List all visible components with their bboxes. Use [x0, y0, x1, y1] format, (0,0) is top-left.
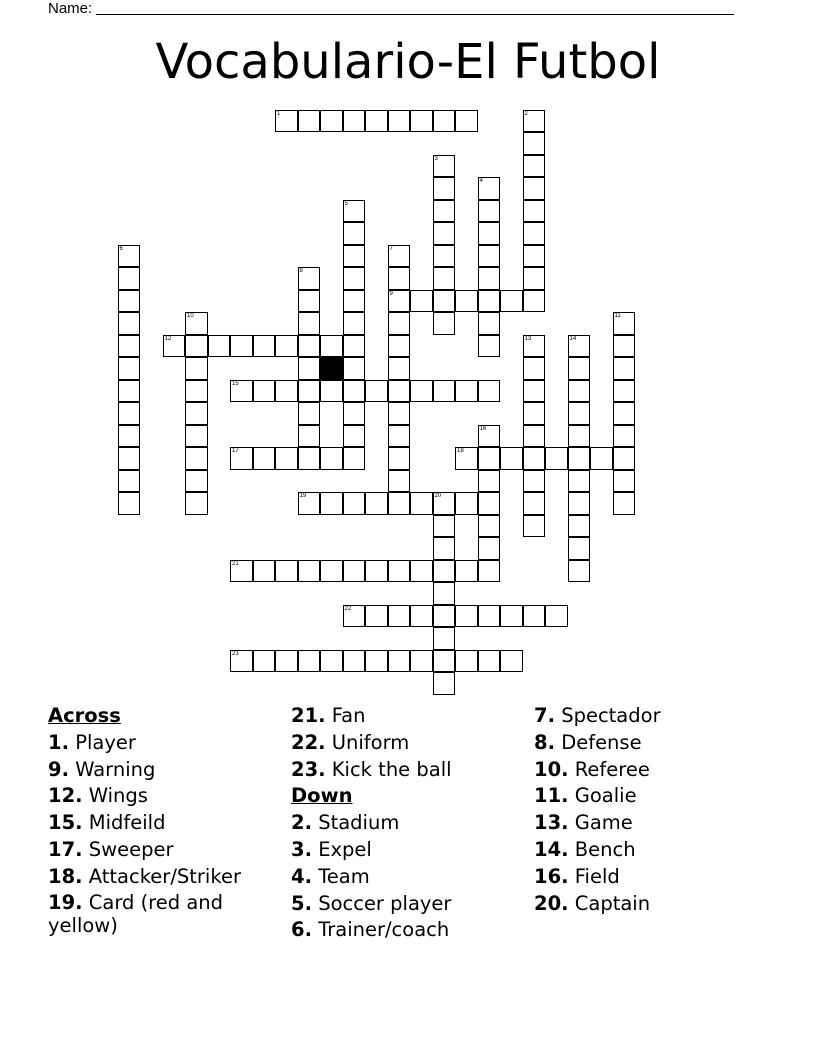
cell-number: 19: [299, 493, 307, 499]
grid-cell[interactable]: [320, 110, 343, 133]
grid-cell[interactable]: [230, 447, 253, 470]
clue-item: [534, 837, 764, 864]
grid-cell[interactable]: [343, 312, 366, 335]
grid-cell[interactable]: [478, 425, 501, 448]
grid-cell[interactable]: [388, 402, 411, 425]
clue-item: [291, 891, 521, 918]
grid-cell[interactable]: [478, 470, 501, 493]
clue-text: Spectador: [561, 704, 661, 727]
grid-cell[interactable]: [478, 605, 501, 628]
grid-cell[interactable]: [298, 650, 321, 673]
grid-cell[interactable]: [230, 380, 253, 403]
cell-number: 5: [344, 200, 348, 207]
clue-number: 1.: [48, 730, 69, 754]
clue-item: [291, 810, 521, 837]
clue-text: Wings: [88, 784, 148, 808]
clue-text: Bench: [574, 837, 636, 861]
grid-cell[interactable]: [118, 245, 141, 268]
grid-cell[interactable]: [478, 537, 501, 560]
grid-cell[interactable]: [478, 290, 501, 313]
grid-cell[interactable]: [478, 222, 501, 245]
grid-cell[interactable]: [298, 380, 321, 403]
cell-number: 16: [479, 425, 487, 432]
grid-cell[interactable]: [118, 492, 141, 515]
grid-cell[interactable]: [410, 492, 433, 515]
grid-cell[interactable]: [298, 290, 321, 313]
clue-item: [48, 837, 278, 864]
clue-number: 10.: [534, 757, 569, 781]
clue-text: Soccer player: [318, 891, 452, 915]
grid-cell[interactable]: [275, 110, 298, 133]
grid-cell[interactable]: [433, 627, 456, 650]
grid-cell[interactable]: [253, 335, 276, 358]
clue-item: [534, 703, 764, 730]
clue-number: 7.: [534, 704, 555, 727]
grid-cell[interactable]: [253, 380, 276, 403]
grid-cell[interactable]: [410, 110, 433, 133]
grid-cell[interactable]: [545, 605, 568, 628]
grid-cell[interactable]: [343, 335, 366, 358]
cell-number: 14: [569, 335, 577, 342]
clue-number: 16.: [534, 864, 569, 888]
grid-cell[interactable]: [433, 200, 456, 223]
grid-cell[interactable]: [433, 177, 456, 200]
cell-number: 7: [389, 245, 393, 252]
grid-cell[interactable]: [343, 650, 366, 673]
clue-number: 8.: [534, 730, 555, 754]
grid-cell[interactable]: [298, 402, 321, 425]
clue-text: Expel: [318, 837, 372, 861]
clue-item: [48, 783, 278, 810]
clue-number: 3.: [291, 837, 312, 861]
grid-cell[interactable]: [478, 312, 501, 335]
grid-cell[interactable]: [388, 357, 411, 380]
grid-cell[interactable]: [613, 335, 636, 358]
cell-number: 9: [389, 290, 393, 297]
grid-cell[interactable]: [253, 560, 276, 583]
grid-cell[interactable]: [185, 357, 208, 380]
grid-cell[interactable]: [613, 470, 636, 493]
clue-text: Attacker/Striker: [88, 864, 241, 888]
grid-cell[interactable]: [613, 312, 636, 335]
grid-cell[interactable]: [343, 222, 366, 245]
clue-item: [48, 730, 278, 757]
clue-item: [291, 917, 521, 944]
grid-cell[interactable]: [523, 357, 546, 380]
grid-cell[interactable]: [388, 650, 411, 673]
clue-text: Game: [574, 811, 633, 835]
grid-cell[interactable]: [433, 672, 456, 695]
grid-cell[interactable]: [275, 335, 298, 358]
clue-number: 23.: [291, 757, 326, 781]
grid-cell[interactable]: [320, 447, 343, 470]
grid-cell[interactable]: [388, 380, 411, 403]
grid-cell[interactable]: [433, 222, 456, 245]
clue-item: [48, 864, 278, 891]
clue-text: Field: [574, 864, 620, 888]
grid-cell[interactable]: [343, 560, 366, 583]
clue-number: 9.: [48, 757, 69, 781]
cell-number: 4: [479, 178, 483, 184]
grid-cell[interactable]: [118, 447, 141, 470]
grid-cell[interactable]: [343, 380, 366, 403]
clue-item: [534, 783, 764, 810]
grid-cell[interactable]: [388, 110, 411, 133]
grid-cell[interactable]: [320, 335, 343, 358]
grid-cell[interactable]: [185, 335, 208, 358]
clue-item: [48, 891, 278, 937]
clue-text: Midfeild: [88, 811, 166, 835]
grid-cell[interactable]: [118, 267, 141, 290]
grid-cell[interactable]: [230, 650, 253, 673]
cell-number: 6: [119, 245, 123, 252]
clue-column-2: [291, 703, 521, 944]
cell-number: 12: [164, 335, 172, 342]
clue-item: [291, 864, 521, 891]
grid-cell[interactable]: [523, 335, 546, 358]
grid-cell[interactable]: [388, 245, 411, 268]
grid-cell[interactable]: [343, 245, 366, 268]
clue-text: Uniform: [331, 730, 410, 754]
cell-number: 23: [232, 650, 239, 657]
grid-cell[interactable]: [478, 650, 501, 673]
grid-cell[interactable]: [433, 267, 456, 290]
grid-cell[interactable]: [388, 470, 411, 493]
clue-number: 18.: [48, 864, 83, 888]
grid-cell[interactable]: [410, 380, 433, 403]
grid-cell[interactable]: [433, 492, 456, 515]
clue-text: Referee: [574, 757, 650, 781]
grid-cell[interactable]: [185, 380, 208, 403]
clue-item: [48, 757, 278, 784]
clue-text: Defense: [561, 730, 642, 754]
grid-cell[interactable]: [523, 177, 546, 200]
clue-text: Goalie: [574, 784, 637, 808]
grid-cell[interactable]: [523, 110, 546, 133]
cell-number: 3: [434, 155, 438, 162]
grid-cell[interactable]: [208, 335, 231, 358]
clue-text: Kick the ball: [331, 757, 452, 781]
grid-cell[interactable]: [320, 380, 343, 403]
grid-cell[interactable]: [523, 605, 546, 628]
down-heading: Down: [291, 784, 353, 808]
grid-cell[interactable]: [343, 447, 366, 470]
grid-cell[interactable]: [118, 312, 141, 335]
clue-number: 15.: [48, 811, 83, 835]
grid-cell[interactable]: [455, 560, 478, 583]
grid-cell[interactable]: [118, 335, 141, 358]
grid-cell[interactable]: [523, 470, 546, 493]
grid-cell[interactable]: [185, 492, 208, 515]
grid-cell[interactable]: [365, 110, 388, 133]
grid-cell[interactable]: [185, 402, 208, 425]
grid-cell[interactable]: [433, 537, 456, 560]
across-heading: Across: [48, 704, 121, 727]
grid-cell[interactable]: [253, 650, 276, 673]
grid-cell[interactable]: [298, 267, 321, 290]
grid-cell[interactable]: [298, 560, 321, 583]
grid-cell[interactable]: [478, 380, 501, 403]
cell-number: 17: [232, 448, 239, 454]
grid-cell[interactable]: [545, 447, 568, 470]
cell-number: 20: [434, 493, 442, 499]
grid-cell[interactable]: [365, 560, 388, 583]
grid-cell[interactable]: [365, 605, 388, 628]
cell-number: 2: [524, 110, 528, 117]
grid-cell[interactable]: [320, 492, 343, 515]
grid-cell[interactable]: [478, 267, 501, 290]
clue-number: 5.: [291, 891, 312, 915]
grid-cell[interactable]: [388, 560, 411, 583]
grid-cell[interactable]: [613, 380, 636, 403]
grid-cell[interactable]: [568, 425, 591, 448]
grid-cell[interactable]: [523, 290, 546, 313]
grid-cell[interactable]: [388, 335, 411, 358]
clue-number: 19.: [48, 890, 83, 914]
cell-number: 11: [614, 313, 621, 319]
grid-cell[interactable]: [455, 605, 478, 628]
grid-cell[interactable]: [568, 447, 591, 470]
clue-number: 13.: [534, 811, 569, 835]
grid-cell[interactable]: [185, 470, 208, 493]
grid-cell[interactable]: [298, 110, 321, 133]
grid-cell[interactable]: [433, 312, 456, 335]
grid-cell[interactable]: [568, 470, 591, 493]
grid-cell[interactable]: [433, 110, 456, 133]
grid-cell[interactable]: [500, 650, 523, 673]
clue-text: Captain: [574, 891, 651, 915]
grid-cell[interactable]: [163, 335, 186, 358]
grid-cell[interactable]: [523, 380, 546, 403]
grid-cell[interactable]: [433, 380, 456, 403]
grid-cell[interactable]: [343, 290, 366, 313]
grid-cell[interactable]: [410, 560, 433, 583]
grid-cell[interactable]: [478, 515, 501, 538]
cell-number: 21: [232, 560, 239, 567]
clue-number: 21.: [291, 704, 326, 727]
grid-cell[interactable]: [523, 245, 546, 268]
clue-item: [291, 730, 521, 757]
grid-cell[interactable]: [523, 267, 546, 290]
grid-cell[interactable]: [343, 492, 366, 515]
grid-cell[interactable]: [433, 650, 456, 673]
grid-cell[interactable]: [388, 290, 411, 313]
clue-text: Trainer/coach: [318, 918, 450, 942]
clue-number: 12.: [48, 784, 83, 808]
grid-cell[interactable]: [455, 380, 478, 403]
grid-cell[interactable]: [118, 290, 141, 313]
grid-cell[interactable]: [455, 290, 478, 313]
grid-cell[interactable]: [433, 290, 456, 313]
grid-cell[interactable]: [365, 650, 388, 673]
grid-cell[interactable]: [568, 515, 591, 538]
grid-cell[interactable]: [523, 425, 546, 448]
grid-cell[interactable]: [365, 492, 388, 515]
grid-cell[interactable]: [388, 447, 411, 470]
grid-cell[interactable]: [500, 605, 523, 628]
grid-cell[interactable]: [298, 335, 321, 358]
grid-cell[interactable]: [568, 402, 591, 425]
grid-cell[interactable]: [523, 515, 546, 538]
grid-cell[interactable]: [343, 425, 366, 448]
clue-item: [534, 864, 764, 891]
grid-cell[interactable]: [320, 560, 343, 583]
grid-cell[interactable]: [613, 425, 636, 448]
clue-item: [291, 837, 521, 864]
grid-cell[interactable]: [298, 492, 321, 515]
grid-cell[interactable]: [118, 470, 141, 493]
grid-cell[interactable]: [298, 357, 321, 380]
clue-text: Stadium: [318, 811, 400, 835]
clue-item: [534, 730, 764, 757]
clue-number: 11.: [534, 784, 569, 808]
cell-number: 15: [232, 380, 239, 387]
clue-number: 4.: [291, 864, 312, 888]
grid-cell[interactable]: [568, 492, 591, 515]
grid-cell[interactable]: [343, 357, 366, 380]
clue-number: 2.: [291, 811, 312, 835]
grid-cell[interactable]: [433, 560, 456, 583]
grid-cell[interactable]: [568, 380, 591, 403]
grid-cell[interactable]: [388, 267, 411, 290]
clue-text: Player: [75, 730, 136, 754]
grid-cell[interactable]: [185, 447, 208, 470]
grid-cell[interactable]: [478, 200, 501, 223]
grid-cell[interactable]: [185, 425, 208, 448]
grid-cell[interactable]: [343, 267, 366, 290]
grid-cell[interactable]: [478, 335, 501, 358]
grid-cell[interactable]: [523, 492, 546, 515]
grid-cell[interactable]: [613, 402, 636, 425]
grid-cell[interactable]: [275, 650, 298, 673]
grid-cell[interactable]: [275, 560, 298, 583]
grid-cell[interactable]: [455, 447, 478, 470]
filled-cell: [320, 357, 343, 380]
grid-cell[interactable]: [568, 560, 591, 583]
grid-cell[interactable]: [230, 560, 253, 583]
clue-number: 17.: [48, 837, 83, 861]
grid-cell[interactable]: [118, 402, 141, 425]
grid-cell[interactable]: [500, 290, 523, 313]
grid-cell[interactable]: [230, 335, 253, 358]
grid-cell[interactable]: [523, 155, 546, 178]
clue-item: [534, 757, 764, 784]
clue-number: 14.: [534, 837, 569, 861]
grid-cell[interactable]: [388, 425, 411, 448]
grid-cell[interactable]: [410, 650, 433, 673]
clue-item: [48, 810, 278, 837]
name-label: Name:: [48, 0, 93, 17]
grid-cell[interactable]: [388, 312, 411, 335]
grid-cell[interactable]: [590, 447, 613, 470]
grid-cell[interactable]: [455, 492, 478, 515]
grid-cell[interactable]: [185, 312, 208, 335]
grid-cell[interactable]: [478, 492, 501, 515]
grid-cell[interactable]: [478, 560, 501, 583]
grid-cell[interactable]: [365, 380, 388, 403]
grid-cell[interactable]: [433, 245, 456, 268]
grid-cell[interactable]: [455, 650, 478, 673]
clue-column-1: [48, 703, 278, 937]
grid-cell[interactable]: [523, 447, 546, 470]
clue-number: 6.: [291, 918, 312, 942]
clue-text: Sweeper: [88, 837, 174, 861]
cell-number: 13: [524, 335, 532, 342]
grid-cell[interactable]: [523, 200, 546, 223]
grid-cell[interactable]: [433, 582, 456, 605]
grid-cell[interactable]: [343, 402, 366, 425]
grid-cell[interactable]: [478, 245, 501, 268]
clue-text: Warning: [75, 757, 156, 781]
cell-number: 18: [457, 448, 464, 454]
grid-cell[interactable]: [298, 312, 321, 335]
grid-cell[interactable]: [410, 605, 433, 628]
cell-number: 22: [344, 605, 352, 612]
clue-number: 22.: [291, 730, 326, 754]
grid-cell[interactable]: [433, 605, 456, 628]
grid-cell[interactable]: [298, 425, 321, 448]
grid-cell[interactable]: [568, 357, 591, 380]
grid-cell[interactable]: [410, 290, 433, 313]
grid-cell[interactable]: [343, 200, 366, 223]
grid-cell[interactable]: [568, 537, 591, 560]
clue-column-3: [534, 703, 764, 917]
grid-cell[interactable]: [320, 650, 343, 673]
grid-cell[interactable]: [388, 492, 411, 515]
grid-cell[interactable]: [523, 402, 546, 425]
grid-cell[interactable]: [343, 605, 366, 628]
grid-cell[interactable]: [455, 110, 478, 133]
grid-cell[interactable]: [500, 447, 523, 470]
clue-item: [291, 703, 521, 730]
grid-cell[interactable]: [433, 515, 456, 538]
grid-cell[interactable]: [433, 155, 456, 178]
cell-number: 10: [187, 313, 194, 319]
grid-cell[interactable]: [478, 177, 501, 200]
grid-cell[interactable]: [568, 335, 591, 358]
grid-cell[interactable]: [118, 357, 141, 380]
grid-cell[interactable]: [613, 492, 636, 515]
clue-number: 20.: [534, 891, 569, 915]
clue-text: Fan: [331, 704, 366, 727]
cell-number: 8: [299, 268, 303, 274]
grid-cell[interactable]: [388, 605, 411, 628]
grid-cell[interactable]: [613, 447, 636, 470]
clue-item: [534, 891, 764, 918]
clue-text: Team: [318, 864, 370, 888]
grid-cell[interactable]: [118, 380, 141, 403]
grid-cell[interactable]: [298, 447, 321, 470]
grid-cell[interactable]: [613, 357, 636, 380]
clue-item: [291, 757, 521, 784]
grid-cell[interactable]: [118, 425, 141, 448]
grid-cell[interactable]: [343, 110, 366, 133]
grid-cell[interactable]: [275, 380, 298, 403]
clue-text: Card (red and yellow): [48, 890, 224, 937]
page-title: Vocabulario-El Futbol: [155, 34, 661, 90]
clue-item: [534, 810, 764, 837]
grid-cell[interactable]: [478, 447, 501, 470]
grid-cell[interactable]: [275, 447, 298, 470]
grid-cell[interactable]: [253, 447, 276, 470]
cell-number: 1: [277, 110, 281, 117]
grid-cell[interactable]: [523, 132, 546, 155]
grid-cell[interactable]: [523, 222, 546, 245]
